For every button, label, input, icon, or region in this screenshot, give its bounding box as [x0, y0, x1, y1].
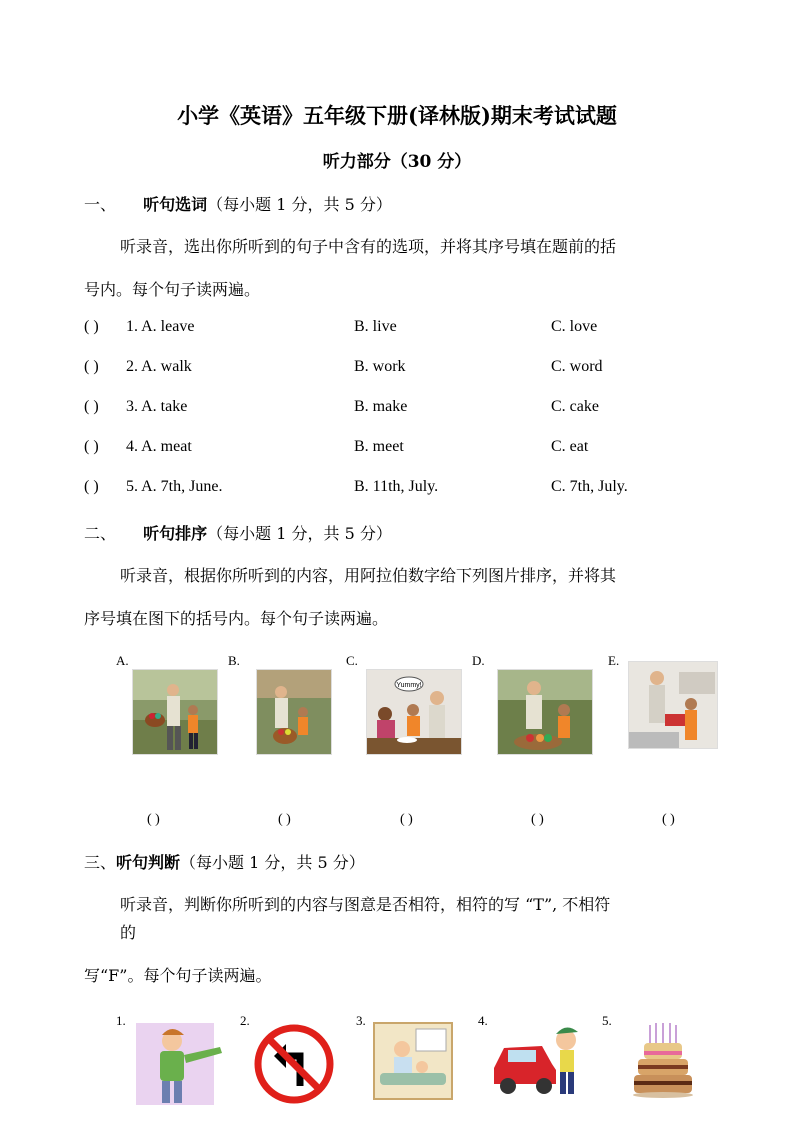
- question-option-c: C. 7th, July.: [551, 478, 628, 495]
- section3-name: 听句判断: [116, 853, 181, 872]
- picture-b-grandpa-boy-basket: [256, 669, 332, 755]
- page-title: 小学《英语》五年级下册(译林版)期末考试试题: [177, 103, 617, 128]
- question-answer-paren: ( ): [84, 358, 99, 375]
- picture-1-boy-waving: [132, 1021, 228, 1107]
- section3-label-5: 5.: [602, 1013, 612, 1028]
- picture-c-family-eating: [366, 669, 462, 755]
- picture-answer-paren: ( ): [662, 812, 675, 827]
- picture-answer-paren: ( ): [400, 812, 413, 827]
- question-answer-paren: ( ): [84, 478, 99, 495]
- picture-d-grandpa-vegetables: [497, 669, 593, 755]
- section3-label-4: 4.: [478, 1013, 488, 1028]
- picture-a-grandpa-basket: [132, 669, 218, 755]
- picture-label-b: B.: [228, 653, 240, 668]
- picture-label-e: E.: [608, 653, 620, 668]
- section2-instruction-1: 听录音，根据你所听到的内容，用阿拉伯数字给下列图片排序，并将其: [120, 566, 617, 585]
- section1-name: 听句选词: [143, 195, 208, 214]
- question-option-c: C. word: [551, 358, 603, 375]
- page-subtitle: 听力部分（30 分）: [322, 152, 472, 172]
- section2-number: 二、: [84, 524, 117, 543]
- no-left-turn-sign-icon: [254, 1024, 334, 1104]
- section3-label-1: 1.: [116, 1013, 126, 1028]
- section3-heading: [84, 850, 365, 873]
- question-answer-paren: ( ): [84, 438, 99, 455]
- section1-instruction-1: 听录音，选出你所听到的句子中含有的选项，并将其序号填在题前的括: [120, 237, 617, 256]
- picture-4-boy-red-car: [490, 1018, 586, 1102]
- section3-instruction-1b: 的: [120, 923, 137, 942]
- question-option-b: B. 11th, July.: [354, 478, 439, 495]
- section1-instruction-2: 号内。每个句子读两遍。: [84, 280, 261, 299]
- question-answer-paren: ( ): [84, 398, 99, 415]
- picture-answer-paren: ( ): [147, 812, 160, 827]
- question-option-a: 5. A. 7th, June.: [126, 478, 223, 495]
- section1-score: （每小题 1 分，共 5 分）: [207, 195, 392, 214]
- section1-number: 一、: [84, 195, 117, 214]
- section3-instruction-1: 听录音，判断你所听到的内容与图意是否相符，相符的写 “T”, 不相符: [120, 895, 611, 914]
- section2-score: （每小题 1 分，共 5 分）: [207, 524, 392, 543]
- section3-instruction-2: 写“F”。每个句子读两遍。: [84, 966, 272, 985]
- section3-score: （每小题 1 分，共 5 分）: [180, 853, 365, 872]
- picture-answer-paren: ( ): [278, 812, 291, 827]
- question-option-c: C. cake: [551, 398, 599, 415]
- picture-label-c: C.: [346, 653, 358, 668]
- question-option-c: C. love: [551, 318, 598, 335]
- question-answer-paren: ( ): [84, 318, 99, 335]
- question-option-b: B. meet: [354, 438, 404, 455]
- section2-heading: [84, 521, 392, 544]
- question-option-a: 4. A. meat: [126, 438, 192, 455]
- section2-instruction-2: 序号填在图下的括号内。每个句子读两遍。: [84, 609, 389, 628]
- section2-name: 听句排序: [143, 524, 208, 543]
- picture-label-d: D.: [472, 653, 485, 668]
- question-option-a: 1. A. leave: [126, 318, 195, 335]
- question-option-b: B. make: [354, 398, 408, 415]
- yummy-bubble-text: Yummy!: [396, 682, 422, 689]
- birthday-cake-icon: [632, 1021, 694, 1099]
- section3-label-3: 3.: [356, 1013, 366, 1028]
- section3-number: 三、: [84, 853, 117, 872]
- question-option-b: B. live: [354, 318, 397, 335]
- question-option-a: 3. A. take: [126, 398, 188, 415]
- question-option-b: B. work: [354, 358, 406, 375]
- question-option-a: 2. A. walk: [126, 358, 192, 375]
- picture-answer-paren: ( ): [531, 812, 544, 827]
- section1-heading: [84, 192, 392, 215]
- picture-3-dentist: [372, 1021, 454, 1101]
- picture-label-a: A.: [116, 653, 129, 668]
- picture-e-kitchen: [628, 661, 718, 749]
- question-option-c: C. eat: [551, 438, 589, 455]
- section3-label-2: 2.: [240, 1013, 250, 1028]
